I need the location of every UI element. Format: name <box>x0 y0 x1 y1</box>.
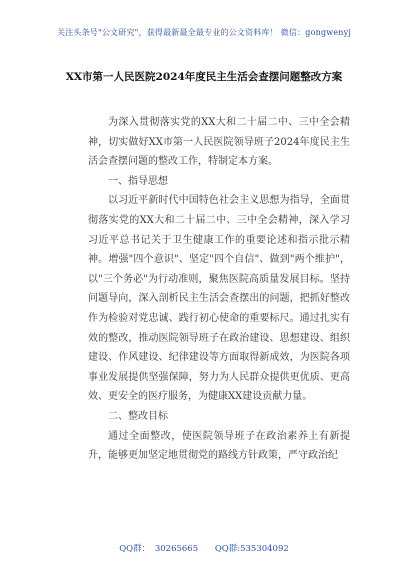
header-note: 关注头条号"公文研究"，获得最新最全最专业的公文资料库！ 微信：gongwenyj <box>56 28 352 37</box>
rectification-goals-paragraph: 通过全面整改，使医院领导班子在政治素养上有新提升，能够更加坚定地贯彻党的路线方针政策，严守政治纪 <box>88 430 350 462</box>
section-heading-rectification-goals: 二、整改目标 <box>108 410 168 422</box>
section-heading-guiding-ideology: 一、指导思想 <box>108 175 168 187</box>
document-body <box>88 113 350 466</box>
intro-paragraph: 为深入贯彻落实党的XX大和二十届二中、三中全会精神，切实做好XX市第一人民医院领导班子2024年度民主生活会查摆问题的整改工作，特制定本方案。 <box>88 117 350 168</box>
guiding-ideology-paragraph: 以习近平新时代中国特色社会主义思想为指导，全面贯彻落实党的XX大和二十届二中、三中全会精神，深入学习习近平总书记关于卫生健康工作的重要论述和指示批示精神。增强"四个意识"、坚定"四个自信"、做到"两个维护"，以"三个务必"为行动准则，聚焦医院高质量发展目标。坚持问题导向，深入剖析民主生活会查摆出的问题，把抓好整改作为检验对党忠诚、践行初心使命的重要标尺。通过扎实有效的整改，推动医院领导班子在政治建设、思想建设、组织建设、作风建设、纪律建设等方面取得新成效，为医院各项事业发展提供坚强保障，努力为人民群众提供更优质、更高效、更安全的医疗服务，为健康XX建设贡献力量。 <box>88 195 350 403</box>
footer-qq-group-2: QQ群:535304092 <box>214 544 289 554</box>
footer-qq-group-1: QQ群： 30265665 <box>119 544 199 554</box>
footer-note <box>0 542 408 554</box>
document-title: XX市第一人民医院2024年度民主生活会查摆问题整改方案 <box>65 71 343 83</box>
